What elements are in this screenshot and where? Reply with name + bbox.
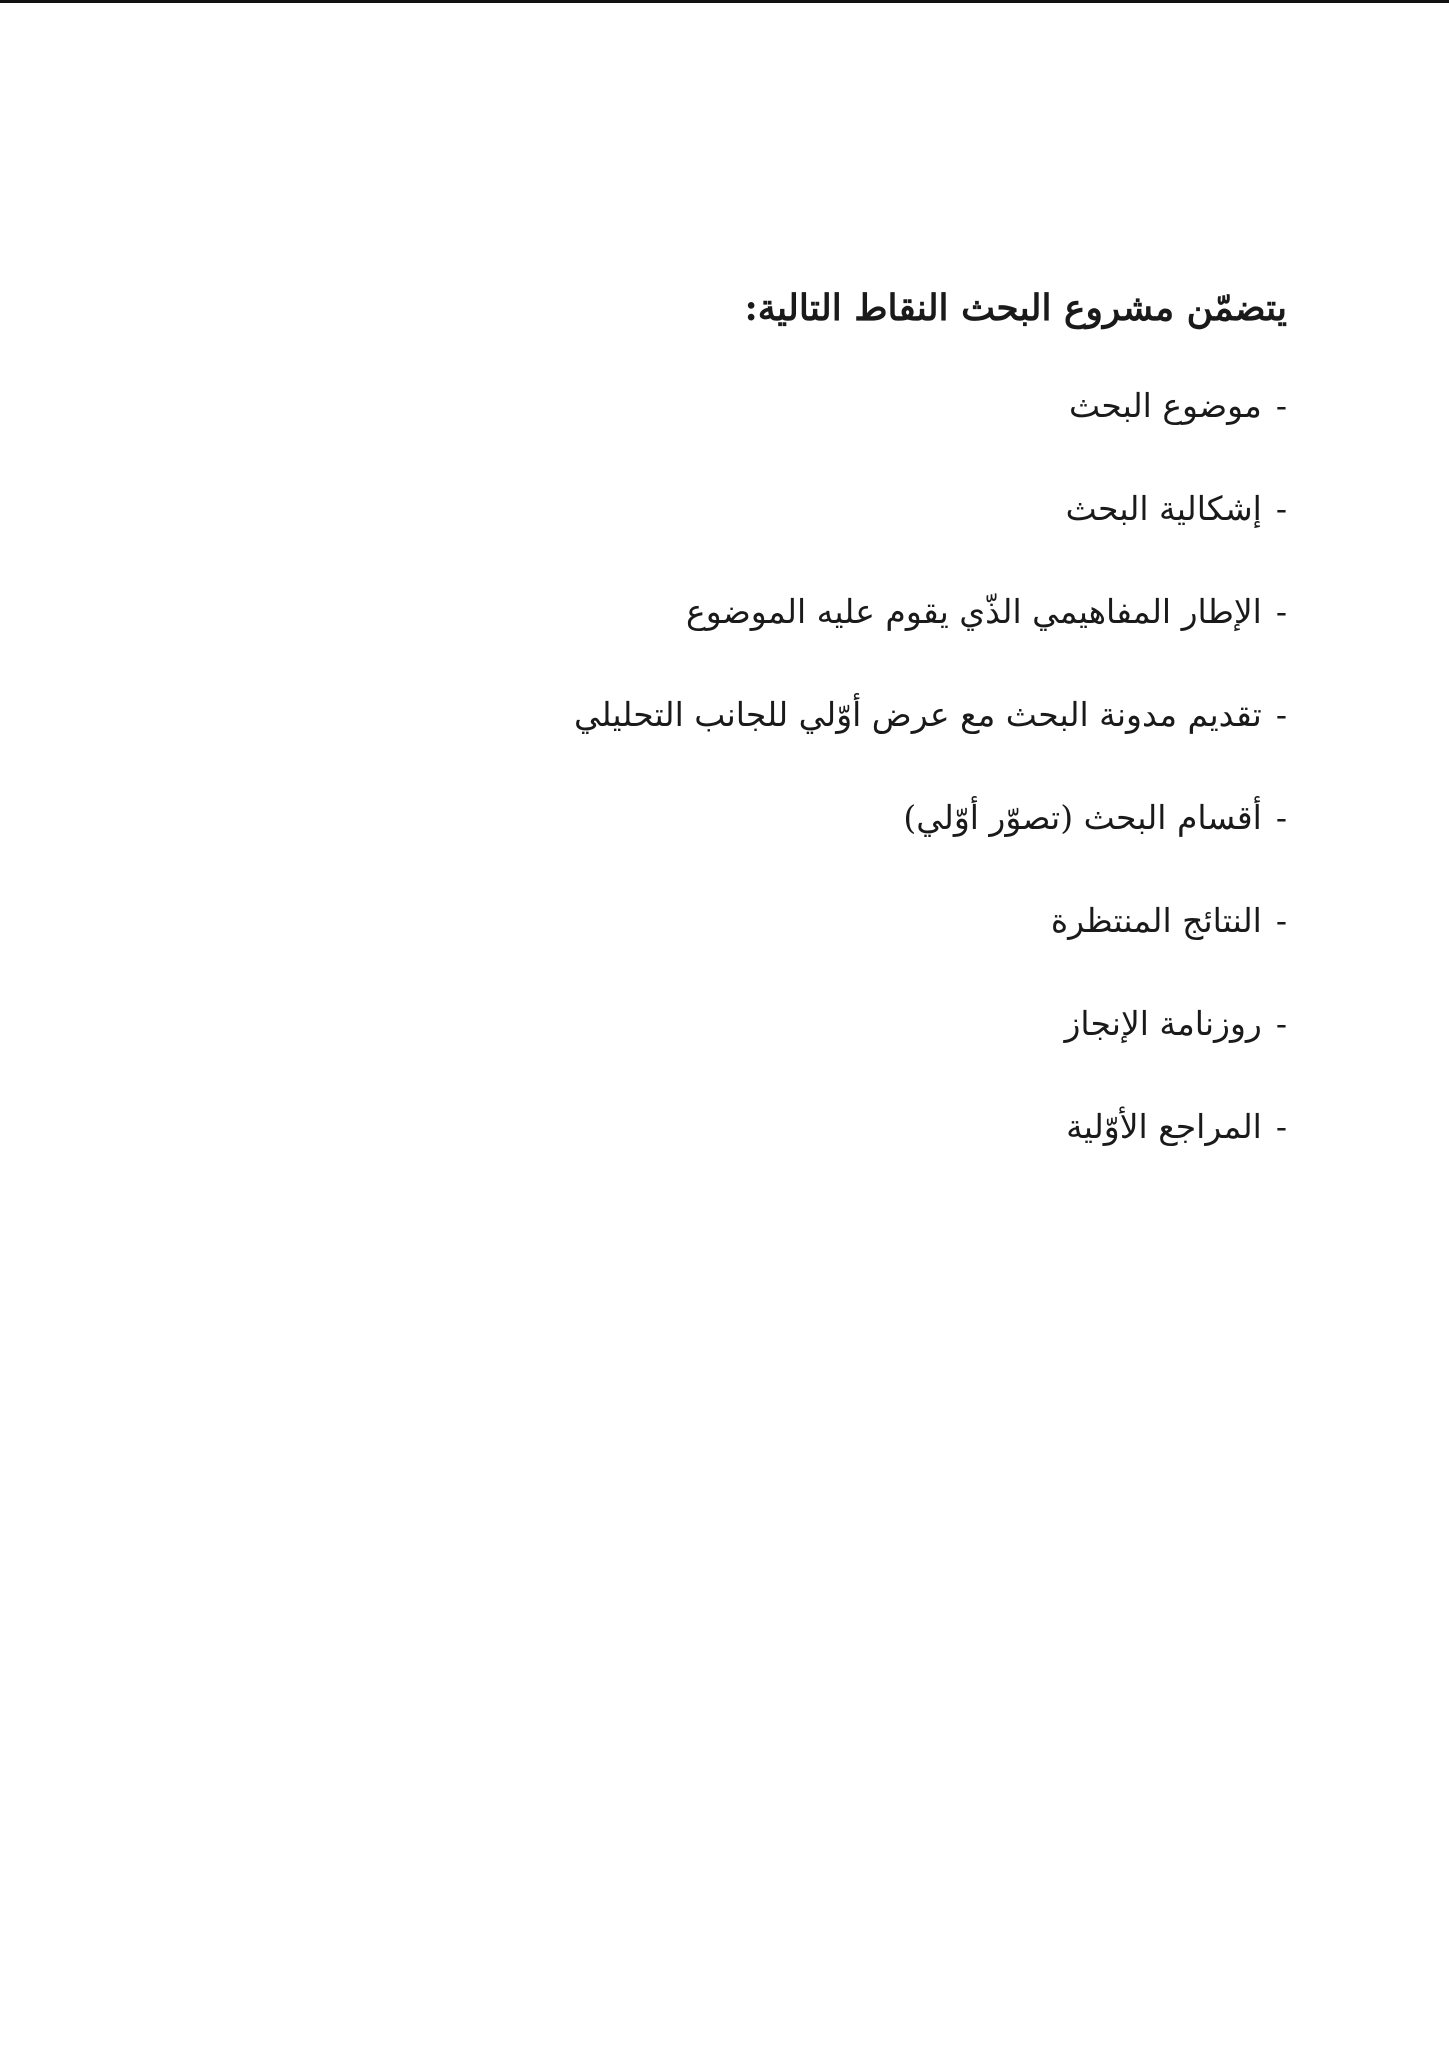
bullet-dash: -	[1275, 1107, 1287, 1146]
bullet-dash: -	[1275, 695, 1287, 734]
bullet-dash: -	[1275, 901, 1287, 940]
bullet-dash: -	[1275, 798, 1287, 837]
bullet-dash: -	[1275, 489, 1287, 528]
bullet-dash: -	[1275, 386, 1287, 425]
list-item-references	[167, 1097, 1287, 1157]
bullet-dash: -	[1275, 592, 1287, 631]
list-item-problem	[167, 479, 1287, 539]
point-text: تقديم مدونة البحث مع عرض أوّلي للجانب التحليلي	[573, 695, 1262, 734]
document-heading: يتضمّن مشروع البحث النقاط التالية:	[744, 287, 1287, 329]
point-text: موضوع البحث	[1068, 386, 1262, 425]
list-item-topic	[167, 376, 1287, 436]
research-points-list	[167, 376, 1287, 1157]
bullet-dash: -	[1275, 1004, 1287, 1043]
point-text: روزنامة الإنجاز	[1064, 1004, 1262, 1043]
list-item-expected-results	[167, 891, 1287, 951]
point-text: الإطار المفاهيمي الذّي يقوم عليه الموضوع	[686, 592, 1262, 631]
point-text: المراجع الأوّلية	[1066, 1107, 1262, 1146]
list-item-framework	[167, 582, 1287, 642]
document-body	[167, 278, 1287, 1200]
page-top-border	[0, 0, 1449, 3]
point-text: النتائج المنتظرة	[1050, 901, 1262, 940]
point-text: أقسام البحث (تصوّر أوّلي)	[903, 798, 1262, 837]
list-item-schedule	[167, 994, 1287, 1054]
list-item-corpus	[167, 685, 1287, 745]
list-item-sections	[167, 788, 1287, 848]
point-text: إشكالية البحث	[1065, 489, 1262, 528]
